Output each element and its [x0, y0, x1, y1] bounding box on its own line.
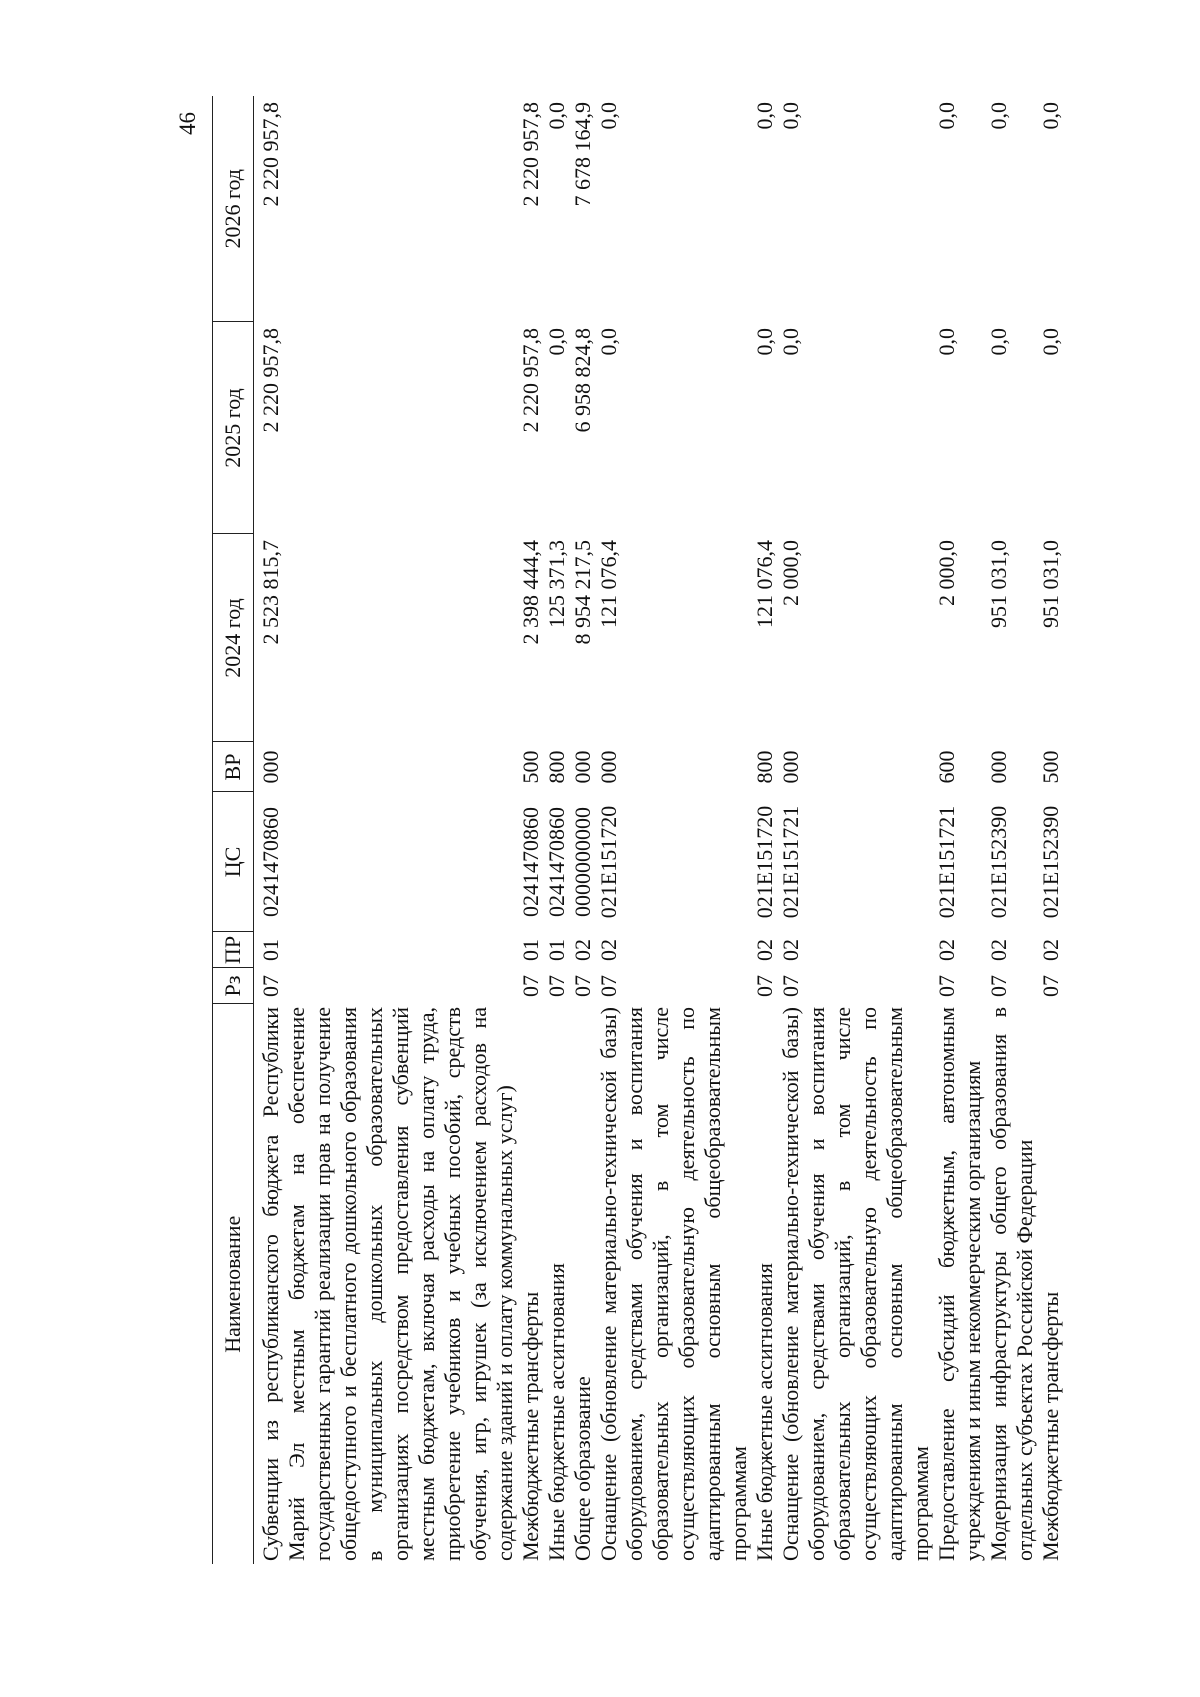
row-pr: 01	[518, 939, 543, 961]
table-row	[752, 96, 778, 1564]
row-rz: 07	[518, 975, 543, 997]
row-2024: 2 398 444,4	[518, 540, 543, 645]
budget-table	[212, 96, 1064, 1564]
row-rz: 07	[570, 975, 595, 997]
row-rz: 07	[544, 975, 569, 997]
header-2025: 2025 год	[213, 322, 254, 534]
row-rz: 07	[778, 975, 803, 997]
table-row	[934, 96, 986, 1564]
header-cs: ЦС	[213, 792, 254, 932]
row-name: Оснащение (обновление материально-технической базы) оборудованием, средствами обучения и воспитания образовательных организаций, в том числе осуществляющих образовательную деятельность по адаптированным основным общеобразовательным программам	[596, 1007, 751, 1561]
row-2024: 951 031,0	[986, 540, 1011, 628]
row-cs: 021E151721	[778, 805, 803, 919]
table-header-row	[213, 96, 254, 1564]
row-pr: 02	[778, 939, 803, 961]
row-2025: 2 220 957,8	[258, 328, 283, 433]
row-pr: 01	[544, 939, 569, 961]
header-2026: 2026 год	[213, 96, 254, 322]
row-cs: 021E151720	[752, 805, 777, 919]
row-cs: 021E151720	[596, 805, 621, 919]
row-2024: 121 076,4	[752, 540, 777, 628]
row-2026: 7 678 164,9	[570, 102, 595, 207]
row-2026: 2 220 957,8	[258, 102, 283, 207]
row-cs: 021E151721	[934, 805, 959, 919]
row-2025: 0,0	[986, 328, 1011, 356]
table-row	[986, 96, 1038, 1564]
row-2025: 0,0	[752, 328, 777, 356]
row-cs: 0000000000	[570, 807, 595, 917]
rotated-page	[150, 68, 1063, 1628]
row-2026: 2 220 957,8	[518, 102, 543, 207]
row-vr: 800	[544, 750, 569, 784]
row-name: Субвенции из республиканского бюджета Республики Марий Эл местным бюджетам на обеспечение государственных гарантий реализации прав на получение общедоступного и бесплатного дошкольного образования в муниципальных дошкольных образовательных организациях посредством предоставления субвенций местным бюджетам, включая расходы на оплату труда, приобретение учебников и учебных пособий, средств обучения, игр, игрушек (за исключением расходов на содержание зданий и оплату коммунальных услуг)	[258, 1007, 517, 1561]
row-name: Оснащение (обновление материально-технической базы) оборудованием, средствами обучения и воспитания образовательных организаций, в том числе осуществляющих образовательную деятельность по адаптированным основным общеобразовательным программам	[778, 1007, 933, 1561]
row-name: Иные бюджетные ассигнования	[544, 1263, 569, 1561]
row-rz: 07	[1038, 975, 1063, 997]
row-name: Межбюджетные трансферты	[518, 1291, 543, 1561]
row-2024: 121 076,4	[596, 540, 621, 628]
row-pr: 02	[986, 939, 1011, 961]
table-row	[518, 96, 544, 1564]
row-name: Межбюджетные трансферты	[1038, 1291, 1063, 1561]
row-2024: 8 954 217,5	[570, 540, 595, 645]
row-rz: 07	[258, 975, 283, 997]
row-pr: 02	[934, 939, 959, 961]
row-2025: 2 220 957,8	[518, 328, 543, 433]
row-pr: 02	[752, 939, 777, 961]
table-row	[570, 96, 596, 1564]
row-2025: 0,0	[1038, 328, 1063, 356]
row-vr: 000	[778, 750, 803, 784]
row-2025: 0,0	[596, 328, 621, 356]
row-name: Иные бюджетные ассигнования	[752, 1263, 777, 1561]
row-vr: 000	[258, 750, 283, 784]
row-name: Предоставление субсидий бюджетным, автономным учреждениям и иным некоммерческим организациям	[934, 1007, 985, 1561]
table-row	[254, 96, 519, 1564]
row-cs: 0241470860	[544, 807, 569, 917]
row-2025: 0,0	[934, 328, 959, 356]
row-pr: 02	[1038, 939, 1063, 961]
row-vr: 600	[934, 750, 959, 784]
row-2024: 2 523 815,7	[258, 540, 283, 645]
table-row	[1038, 96, 1064, 1564]
row-vr: 000	[986, 750, 1011, 784]
row-cs: 0241470860	[518, 807, 543, 917]
row-2025: 0,0	[778, 328, 803, 356]
row-vr: 500	[1038, 750, 1063, 784]
row-cs: 021E152390	[1038, 805, 1063, 919]
row-vr: 800	[752, 750, 777, 784]
row-rz: 07	[986, 975, 1011, 997]
row-rz: 07	[934, 975, 959, 997]
row-vr: 500	[518, 750, 543, 784]
row-pr: 02	[570, 939, 595, 961]
row-rz: 07	[752, 975, 777, 997]
row-pr: 02	[596, 939, 621, 961]
row-vr: 000	[570, 750, 595, 784]
row-cs: 021E152390	[986, 805, 1011, 919]
row-rz: 07	[596, 975, 621, 997]
row-2025: 6 958 824,8	[570, 328, 595, 433]
header-vr: ВР	[213, 742, 254, 792]
row-2024: 2 000,0	[778, 540, 803, 606]
row-2026: 0,0	[752, 102, 777, 130]
header-pr: ПР	[213, 932, 254, 968]
row-2026: 0,0	[934, 102, 959, 130]
row-2024: 951 031,0	[1038, 540, 1063, 628]
table-row	[544, 96, 570, 1564]
row-2024: 125 371,3	[544, 540, 569, 628]
row-2026: 0,0	[596, 102, 621, 130]
row-2026: 0,0	[778, 102, 803, 130]
row-2026: 0,0	[986, 102, 1011, 130]
row-2025: 0,0	[544, 328, 569, 356]
table-row	[596, 96, 752, 1564]
row-name: Модернизация инфраструктуры общего образования в отдельных субъектах Российской Федерации	[986, 1007, 1037, 1561]
row-name: Общее образование	[570, 1376, 595, 1561]
header-2024: 2024 год	[213, 534, 254, 742]
table-row	[778, 96, 934, 1564]
header-rz: Рз	[213, 968, 254, 1004]
row-pr: 01	[258, 939, 283, 961]
row-2026: 0,0	[544, 102, 569, 130]
row-2026: 0,0	[1038, 102, 1063, 130]
row-2024: 2 000,0	[934, 540, 959, 606]
row-cs: 0241470860	[258, 807, 283, 917]
page-number: 46	[175, 112, 200, 135]
row-vr: 000	[596, 750, 621, 784]
header-name: Наименование	[213, 1004, 254, 1564]
